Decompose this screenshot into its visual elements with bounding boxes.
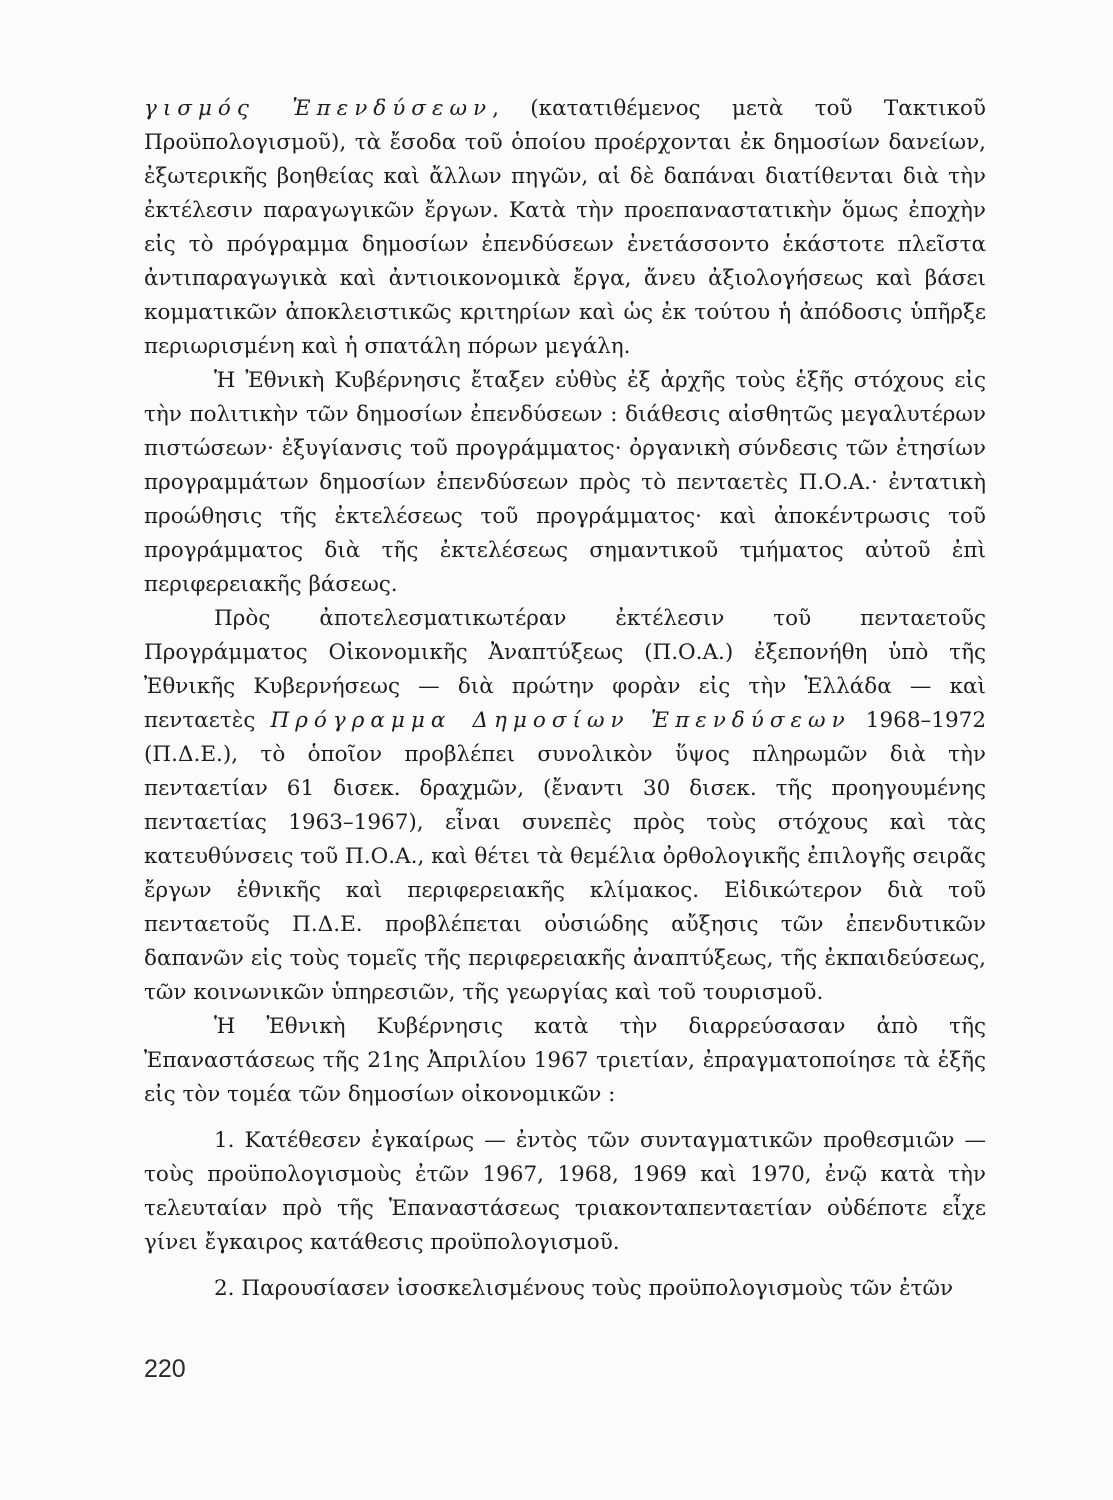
paragraph-4 xyxy=(144,1010,986,1112)
list-item-1-text: 1. Κατέθεσεν ἐγκαίρως — ἐντὸς τῶν συνταγματικῶν προθεσμιῶν — τοὺς προϋπολογισμοὺς ἐτῶν 1967, 1968, 1969 καὶ 1970, ἐνῷ κατὰ τὴν τελευταίαν πρὸ τῆς Ἐπαναστάσεως τριακονταπενταετίαν οὐδέποτε εἶχε γίνει ἔγκαιρος κατάθεσις προϋπολογισμοῦ. xyxy=(144,1128,986,1255)
paragraph-1-text: , (κατατιθέμενος μετὰ τοῦ Τακτικοῦ Προϋπολογισμοῦ), τὰ ἔσοδα τοῦ ὁποίου προέρχονται ἐκ δημοσίων δανείων, ἐξωτερικῆς βοηθείας καὶ ἄλλων πηγῶν, αἱ δὲ δαπάναι διατίθενται διὰ τὴν ἐκτέλεσιν παραγωγικῶν ἔργων. Κατὰ τὴν προεπαναστατικὴν ὅμως ἐποχὴν εἰς τὸ πρόγραμμα δημοσίων ἐπενδύσεων ἐνετάσσοντο ἑκάστοτε πλεῖστα ἀντιπαραγωγικὰ καὶ ἀντιοικονομικὰ ἔργα, ἄνευ ἀξιολογήσεως καὶ βάσει κομματικῶν ἀποκλειστικῶς κριτηρίων καὶ ὡς ἐκ τούτου ἡ ἀπόδοσις ὑπῆρξε περιωρισμένη καὶ ἡ σπατάλη πόρων μεγάλη. xyxy=(144,96,986,359)
paragraph-gap xyxy=(144,1112,986,1124)
page-number: 220 xyxy=(144,1355,186,1383)
paragraph-3-text-b: 1968–1972 (Π.Δ.Ε.), τὸ ὁποῖον προβλέπει συνολικὸν ὕψος πληρωμῶν διὰ τὴν πενταετίαν 61 δισεκ. δραχμῶν, (ἔναντι 30 δισεκ. τῆς προηγουμένης πενταετίας 1963–1967), εἶναι συνεπὲς πρὸς τοὺς στόχους καὶ τὰς κατευθύνσεις τοῦ Π.Ο.Α., καὶ θέτει τὰ θεμέλια ὀρθολογικῆς ἐπιλογῆς σειρᾶς ἔργων ἐθνικῆς καὶ περιφερειακῆς κλίμακος. Εἰδικώτερον διὰ τοῦ πενταετοῦς Π.Δ.Ε. προβλέπεται οὐσιώδης αὔξησις τῶν ἐπενδυτικῶν δαπανῶν εἰς τοὺς τομεῖς τῆς περιφερειακῆς ἀναπτύξεως, τῆς ἐκπαιδεύσεως, τῶν κοινωνικῶν ὑπηρεσιῶν, τῆς γεωργίας καὶ τοῦ τουρισμοῦ. xyxy=(144,708,986,1005)
paragraph-gap xyxy=(144,1260,986,1272)
paragraph-4-text: Ἡ Ἐθνικὴ Κυβέρνησις κατὰ τὴν διαρρεύσασαν ἀπὸ τῆς Ἐπαναστάσεως τῆς 21ης Ἀπριλίου 1967 τριετίαν, ἐπραγματοποίησε τὰ ἑξῆς εἰς τὸν τομέα τῶν δημοσίων οἰκονομικῶν : xyxy=(144,1014,986,1107)
body-text xyxy=(144,92,986,1306)
emphasis-investment-program: γισμός Ἐπενδύσεων xyxy=(144,96,493,121)
list-item-2 xyxy=(144,1272,986,1306)
paragraph-3-text-a: Πρὸς ἀποτελεσματικωτέραν ἐκτέλεσιν τοῦ πενταετοῦς Προγράμματος Οἰκονομικῆς Ἀναπτύξεως (Π.Ο.Α.) ἐξεπονήθη ὑπὸ τῆς Ἐθνικῆς Κυβερνήσεως — διὰ πρώτην φορὰν εἰς τὴν Ἑλλάδα — καὶ πενταετὲς xyxy=(144,606,986,733)
emphasis-public-investment-program: Πρόγραμμα Δημοσίων Ἐπενδύσεων xyxy=(270,708,851,733)
list-item-1 xyxy=(144,1124,986,1260)
list-item-2-text: 2. Παρουσίασεν ἰσοσκελισμένους τοὺς προϋπολογισμοὺς τῶν ἐτῶν xyxy=(214,1276,954,1301)
paragraph-1 xyxy=(144,92,986,364)
paragraph-2-text: Ἡ Ἐθνικὴ Κυβέρνησις ἔταξεν εὐθὺς ἐξ ἀρχῆς τοὺς ἑξῆς στόχους εἰς τὴν πολιτικὴν τῶν δημοσίων ἐπενδύσεων : διάθεσις αἰσθητῶς μεγαλυτέρων πιστώσεων· ἐξυγίανσις τοῦ προγράμματος· ὀργανικὴ σύνδεσις τῶν ἐτησίων προγραμμάτων δημοσίων ἐπενδύσεων πρὸς τὸ πενταετὲς Π.Ο.Α.· ἐντατικὴ προώθησις τῆς ἐκτελέσεως τοῦ προγράμματος· καὶ ἀποκέντρωσις τοῦ προγράμματος διὰ τῆς ἐκτελέσεως σημαντικοῦ τμήματος αὐτοῦ ἐπὶ περιφερειακῆς βάσεως. xyxy=(144,368,986,597)
paragraph-2 xyxy=(144,364,986,602)
paragraph-3 xyxy=(144,602,986,1010)
